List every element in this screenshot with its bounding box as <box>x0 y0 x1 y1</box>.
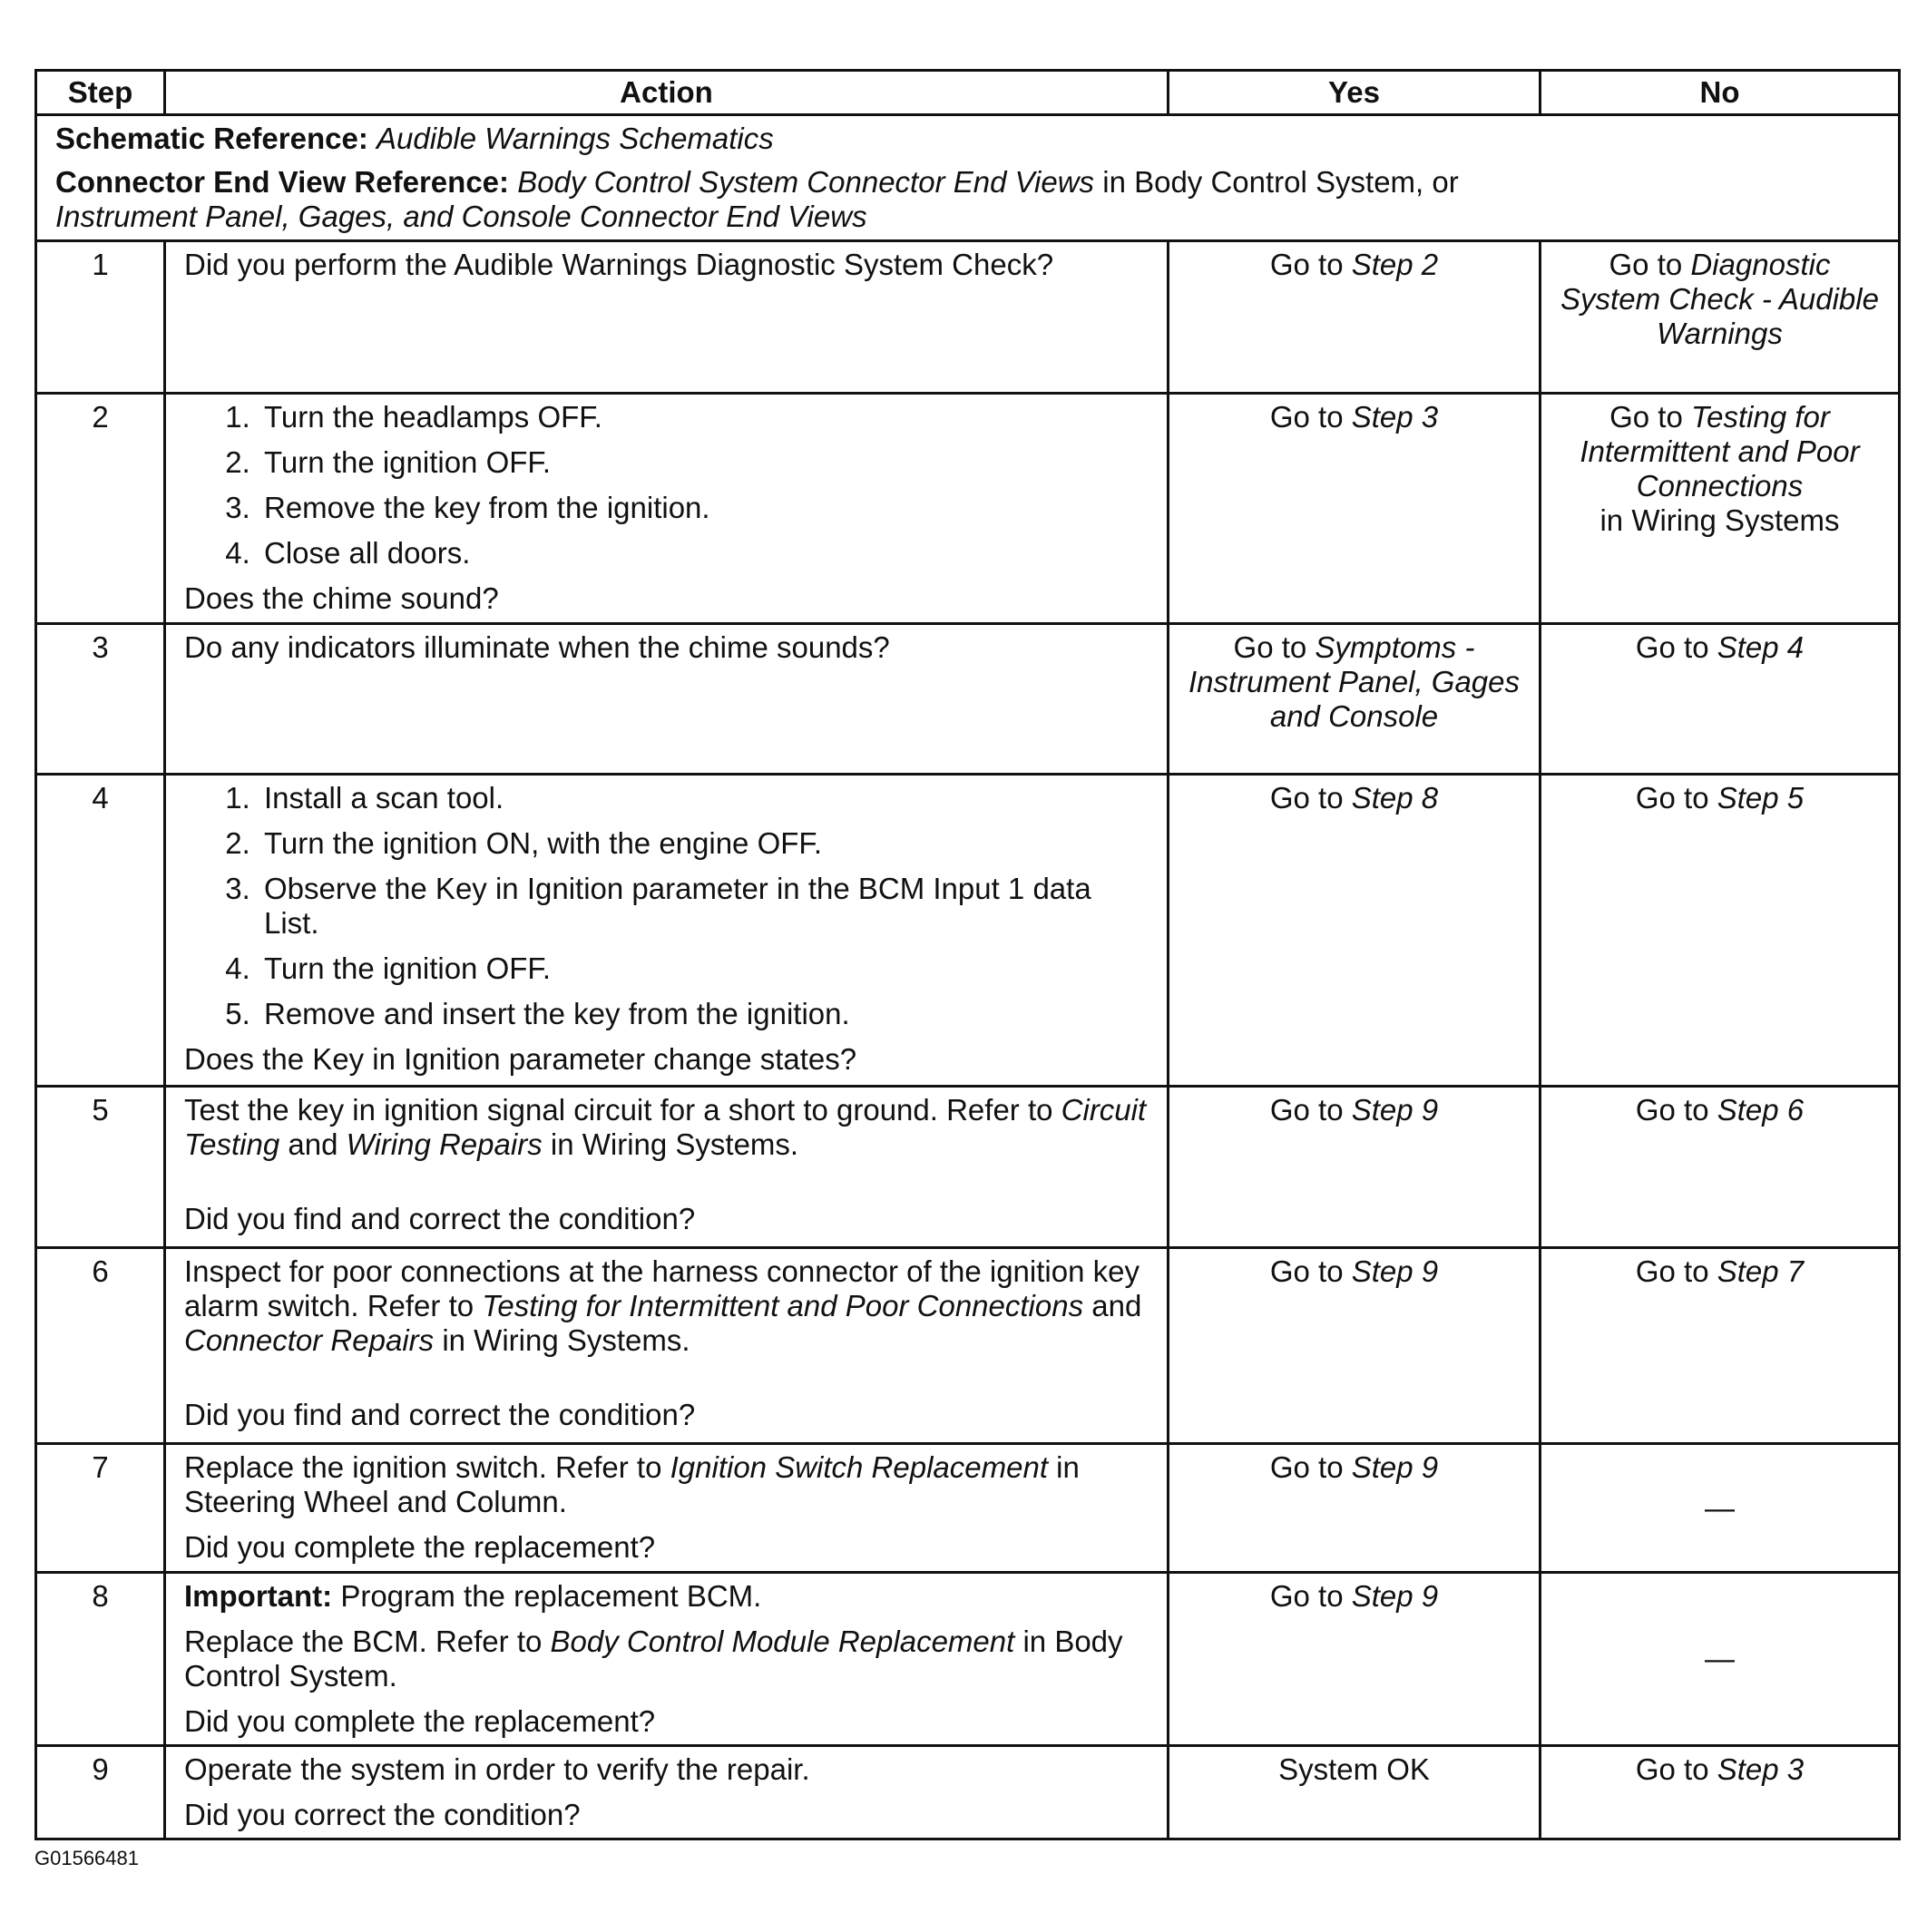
no-step-link: Step 6 <box>1717 1093 1805 1127</box>
action-text: Test the key in ignition signal circuit for a short to ground. Refer to <box>184 1093 1053 1127</box>
yes-cell <box>1169 241 1541 394</box>
table-row <box>36 241 1900 394</box>
action-reference-link: Connector Repairs <box>184 1323 435 1357</box>
action-reference-link: Circuit Testing <box>184 1093 1147 1161</box>
step-number: 4 <box>36 775 165 1087</box>
action-reference-link: Wiring Repairs <box>346 1127 543 1161</box>
yes-step-link: Step 9 <box>1351 1254 1439 1288</box>
list-item: 2. Turn the ignition OFF. <box>259 445 1149 480</box>
table-row <box>36 1573 1900 1746</box>
schematic-reference <box>55 122 1880 156</box>
action-cell <box>165 394 1169 624</box>
header-no: No <box>1541 71 1900 115</box>
no-reference-link: Testing for Intermittent and Poor Connections <box>1580 400 1860 503</box>
list-item: 2. Turn the ignition ON, with the engine OFF. <box>259 826 1149 861</box>
action-question: Did you correct the condition? <box>184 1798 581 1831</box>
table-row <box>36 624 1900 775</box>
no-cell <box>1541 1573 1900 1746</box>
no-prefix: Go to <box>1635 1254 1709 1288</box>
diagnostic-table <box>34 69 1901 1840</box>
action-reference-link: Ignition Switch Replacement <box>670 1450 1048 1484</box>
step-number: 8 <box>36 1573 165 1746</box>
no-suffix: in Wiring Systems <box>1599 503 1840 537</box>
list-item: 3. Remove the key from the ignition. <box>259 491 1149 525</box>
action-question: Did you complete the replacement? <box>184 1530 656 1564</box>
no-dash: — <box>1705 1642 1735 1675</box>
action-text: in Wiring Systems. <box>442 1323 690 1357</box>
step-number: 3 <box>36 624 165 775</box>
no-cell <box>1541 1248 1900 1444</box>
table-row <box>36 1087 1900 1248</box>
yes-cell <box>1169 1746 1541 1839</box>
action-cell <box>165 624 1169 775</box>
yes-step-link: Step 9 <box>1351 1579 1439 1613</box>
list-item: 1. Install a scan tool. <box>259 781 1149 815</box>
yes-prefix: Go to <box>1269 1093 1344 1127</box>
action-cell <box>165 1444 1169 1573</box>
action-text: Did you perform the Audible Warnings Diagnostic System Check? <box>184 248 1054 281</box>
header-action: Action <box>165 71 1169 115</box>
action-cell <box>165 241 1169 394</box>
yes-step-link: Step 2 <box>1351 248 1439 281</box>
action-question: Did you find and correct the condition? <box>184 1398 696 1431</box>
important-label: Important: <box>184 1579 333 1613</box>
schematic-reference-label: Schematic Reference: <box>55 122 368 155</box>
no-prefix: Go to <box>1635 630 1709 664</box>
yes-cell <box>1169 1248 1541 1444</box>
action-text: and <box>288 1127 338 1161</box>
yes-step-link: Step 9 <box>1351 1450 1439 1484</box>
yes-step-link: Step 8 <box>1351 781 1439 815</box>
action-question: Did you find and correct the condition? <box>184 1202 696 1235</box>
action-cell <box>165 1248 1169 1444</box>
action-text: in Steering Wheel and Column. <box>184 1450 1080 1518</box>
connector-reference-label: Connector End View Reference: <box>55 165 510 199</box>
yes-prefix: Go to <box>1233 630 1307 664</box>
step-number: 5 <box>36 1087 165 1248</box>
no-cell <box>1541 775 1900 1087</box>
yes-cell <box>1169 1444 1541 1573</box>
step-number: 7 <box>36 1444 165 1573</box>
step-number: 2 <box>36 394 165 624</box>
action-cell <box>165 1746 1169 1839</box>
no-step-link: Step 7 <box>1717 1254 1805 1288</box>
schematic-reference-link: Audible Warnings Schematics <box>377 122 774 155</box>
no-dash: — <box>1705 1490 1735 1525</box>
yes-prefix: Go to <box>1269 1450 1344 1484</box>
no-cell <box>1541 394 1900 624</box>
yes-prefix: Go to <box>1269 248 1344 281</box>
step-number: 1 <box>36 241 165 394</box>
connector-reference-link-1: Body Control System Connector End Views <box>517 165 1095 199</box>
table-row <box>36 1444 1900 1573</box>
no-cell <box>1541 241 1900 394</box>
table-row <box>36 775 1900 1087</box>
connector-reference-link-2: Instrument Panel, Gages, and Console Connector End Views <box>55 200 867 233</box>
action-text: Inspect for poor connections at the harness connector of the ignition key alarm switch. Refer to <box>184 1254 1140 1322</box>
no-cell <box>1541 624 1900 775</box>
action-reference-link: Testing for Intermittent and Poor Connections <box>482 1289 1084 1322</box>
table-row <box>36 1248 1900 1444</box>
no-cell <box>1541 1444 1900 1573</box>
action-question: Does the Key in Ignition parameter change states? <box>184 1042 857 1076</box>
no-prefix: Go to <box>1609 248 1683 281</box>
yes-reference-link: Symptoms - Instrument Panel, Gages and Console <box>1188 630 1521 733</box>
no-reference-link: Diagnostic System Check - Audible Warnings <box>1560 248 1879 350</box>
no-cell <box>1541 1087 1900 1248</box>
action-list <box>184 781 1149 1031</box>
action-text: Operate the system in order to verify the repair. <box>184 1752 810 1786</box>
action-text: in Body Control System. <box>184 1625 1123 1693</box>
action-cell <box>165 1573 1169 1746</box>
yes-cell <box>1169 1087 1541 1248</box>
list-item: 4. Turn the ignition OFF. <box>259 951 1149 986</box>
yes-result: System OK <box>1278 1752 1430 1786</box>
action-text: and <box>1091 1289 1142 1322</box>
no-cell <box>1541 1746 1900 1839</box>
action-text: in Wiring Systems. <box>550 1127 799 1161</box>
table-row <box>36 1746 1900 1839</box>
yes-prefix: Go to <box>1269 1254 1344 1288</box>
action-question: Did you complete the replacement? <box>184 1704 656 1738</box>
step-number: 9 <box>36 1746 165 1839</box>
connector-reference-mid: in Body Control System, or <box>1102 165 1459 199</box>
action-list <box>184 400 1149 571</box>
header-yes: Yes <box>1169 71 1541 115</box>
action-cell <box>165 1087 1169 1248</box>
reference-cell <box>36 115 1900 241</box>
yes-cell <box>1169 775 1541 1087</box>
yes-prefix: Go to <box>1269 781 1344 815</box>
yes-prefix: Go to <box>1269 1579 1344 1613</box>
no-prefix: Go to <box>1635 1093 1709 1127</box>
no-step-link: Step 4 <box>1717 630 1805 664</box>
yes-step-link: Step 3 <box>1351 400 1439 434</box>
no-prefix: Go to <box>1609 400 1683 434</box>
action-question: Does the chime sound? <box>184 581 499 615</box>
header-step: Step <box>36 71 165 115</box>
no-step-link: Step 3 <box>1717 1752 1805 1786</box>
action-text: Replace the ignition switch. Refer to <box>184 1450 662 1484</box>
list-item: 1. Turn the headlamps OFF. <box>259 400 1149 434</box>
list-item: 5. Remove and insert the key from the ignition. <box>259 997 1149 1031</box>
action-text: Do any indicators illuminate when the chime sounds? <box>184 630 890 664</box>
important-text: Program the replacement BCM. <box>340 1579 762 1613</box>
no-step-link: Step 5 <box>1717 781 1805 815</box>
table-row <box>36 394 1900 624</box>
header-row <box>36 71 1900 115</box>
yes-cell <box>1169 394 1541 624</box>
action-text: Replace the BCM. Refer to <box>184 1625 543 1658</box>
yes-step-link: Step 9 <box>1351 1093 1439 1127</box>
yes-prefix: Go to <box>1269 400 1344 434</box>
step-number: 6 <box>36 1248 165 1444</box>
list-item: 4. Close all doors. <box>259 536 1149 571</box>
yes-cell <box>1169 1573 1541 1746</box>
reference-row <box>36 115 1900 241</box>
figure-id: G01566481 <box>34 1847 139 1869</box>
connector-reference <box>55 165 1880 234</box>
no-prefix: Go to <box>1635 1752 1709 1786</box>
action-reference-link: Body Control Module Replacement <box>550 1625 1015 1658</box>
list-item: 3. Observe the Key in Ignition parameter in the BCM Input 1 data List. <box>259 872 1149 941</box>
yes-cell <box>1169 624 1541 775</box>
no-prefix: Go to <box>1635 781 1709 815</box>
action-cell <box>165 775 1169 1087</box>
